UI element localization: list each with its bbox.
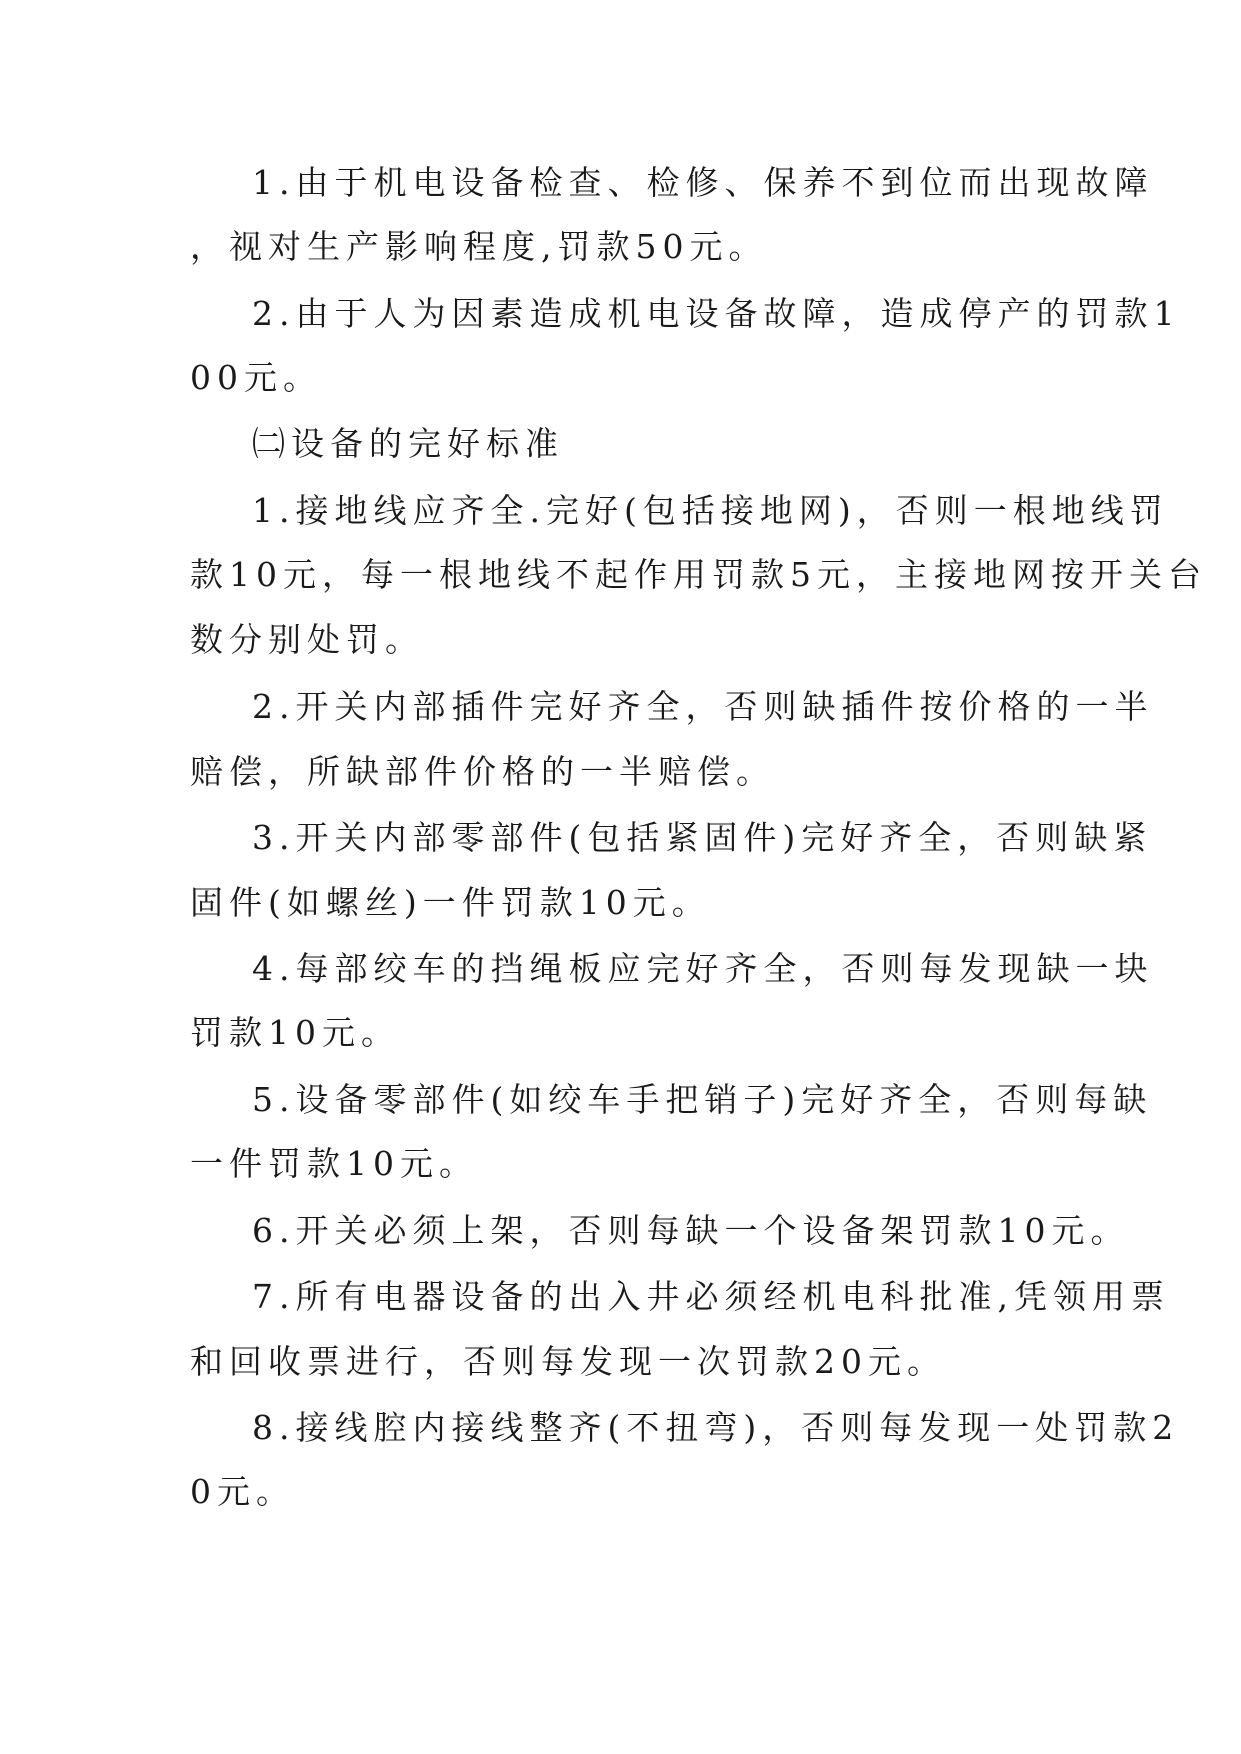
text-line: 和回收票进行，否则每发现一次罚款20元。 [190, 1342, 946, 1381]
text-line: 0元。 [190, 1472, 295, 1511]
text-line: 1.由于机电设备检查、检修、保养不到位而出现故障 [252, 163, 1154, 202]
text-line: 罚款10元。 [190, 1013, 400, 1052]
text-line: 2.由于人为因素造成机电设备故障，造成停产的罚款1 [252, 294, 1181, 333]
text-line: 6.开关必须上架，否则每缺一个设备架罚款10元。 [252, 1211, 1130, 1250]
text-line: ，视对生产影响程度,罚款50元。 [190, 227, 768, 266]
text-line: 1.接地线应齐全.完好(包括接地网)，否则一根地线罚 [252, 491, 1169, 530]
text-line: 00元。 [190, 358, 322, 397]
text-line: 8.接线腔内接线整齐(不扭弯)，否则每发现一处罚款2 [252, 1408, 1180, 1447]
text-line: 赔偿，所缺部件价格的一半赔偿。 [190, 752, 775, 791]
text-line: 7.所有电器设备的出入井必须经机电科批准,凭领用票 [252, 1277, 1170, 1316]
text-line: 4.每部绞车的挡绳板应完好齐全，否则每发现缺一块 [252, 949, 1154, 988]
text-line: 3.开关内部零部件(包括紧固件)完好齐全，否则缺紧 [252, 818, 1153, 857]
text-line: 一件罚款10元。 [190, 1144, 478, 1183]
text-line: 数分别处罚。 [190, 620, 424, 659]
text-line: 固件(如螺丝)一件罚款10元。 [190, 883, 711, 922]
text-line: 5.设备零部件(如绞车手把销子)完好齐全，否则每缺 [252, 1080, 1153, 1119]
text-line: 2.开关内部插件完好齐全，否则缺插件按价格的一半 [252, 687, 1154, 726]
text-line: 款10元，每一根地线不起作用罚款5元，主接地网按开关台 [190, 555, 1207, 594]
section-heading: ㈡设备的完好标准 [252, 424, 564, 463]
